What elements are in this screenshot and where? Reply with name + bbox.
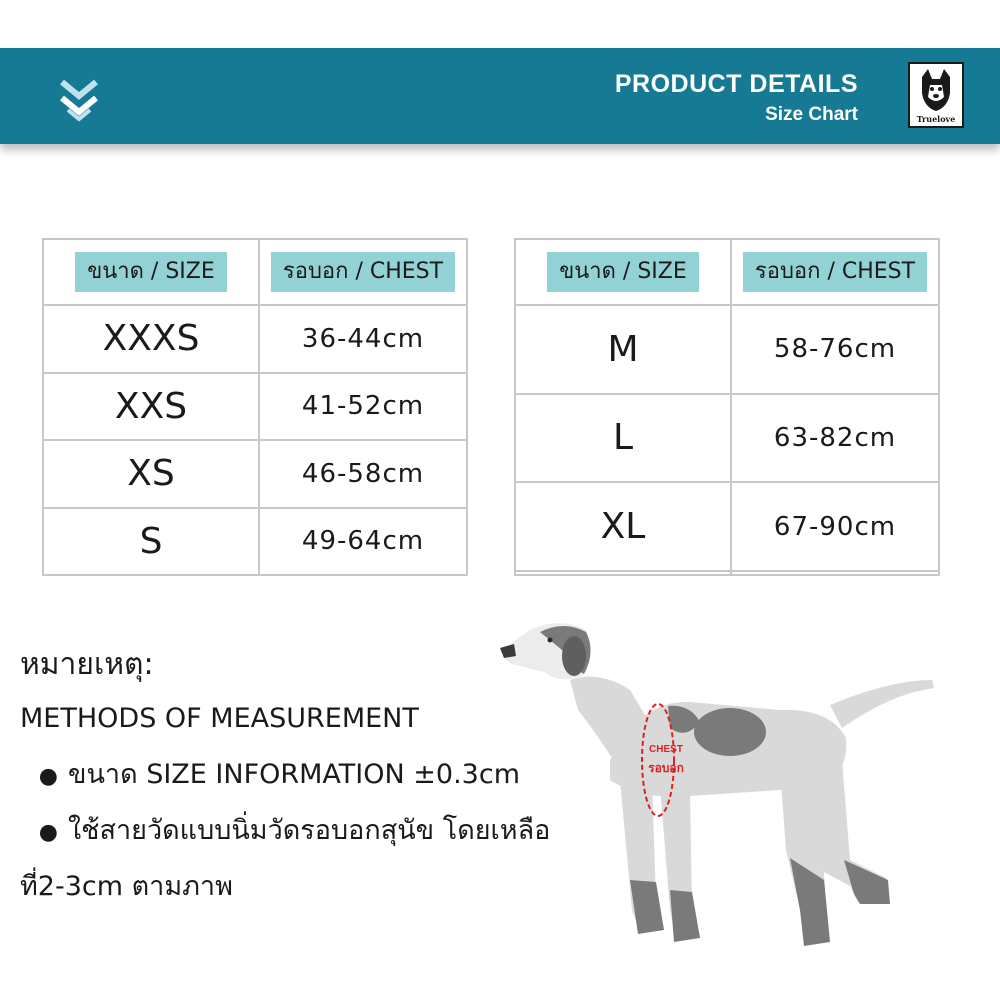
size-cell: L: [515, 394, 731, 483]
size-table-left: [42, 238, 468, 576]
header-cell-chest: [259, 239, 467, 305]
chest-cell: 67-90cm: [731, 482, 939, 571]
column-header-chest: รอบอก / CHEST: [271, 252, 455, 292]
header-cell-size: [515, 239, 731, 305]
table-header-row: [43, 239, 467, 305]
header-cell-chest: [731, 239, 939, 305]
brand-logo: [908, 62, 964, 128]
table-row: [515, 394, 939, 483]
chest-cell: 36-44cm: [259, 305, 467, 373]
size-cell: M: [515, 305, 731, 394]
methods-heading: METHODS OF MEASUREMENT: [20, 703, 419, 734]
chest-label-en: CHEST: [649, 744, 683, 755]
table-row: [43, 373, 467, 441]
bullet-icon: ●: [38, 820, 58, 845]
bullet-text: ขนาด SIZE INFORMATION ±0.3cm: [68, 759, 520, 790]
chest-cell: 49-64cm: [259, 508, 467, 576]
table-row: [515, 482, 939, 571]
double-chevron-down-icon: [58, 76, 100, 122]
size-cell: XS: [43, 440, 259, 508]
chest-cell: 63-82cm: [731, 394, 939, 483]
size-cell: [515, 571, 731, 575]
dog-measurement-illustration: [490, 610, 950, 960]
column-header-chest: รอบอก / CHEST: [743, 252, 927, 292]
size-cell: XXS: [43, 373, 259, 441]
table-row: [43, 305, 467, 373]
bullet-text: ใช้สายวัดแบบนิ่มวัดรอบอกสุนัข โดยเหลือ: [68, 815, 551, 846]
size-cell: XXXS: [43, 305, 259, 373]
header-banner: [0, 48, 1000, 144]
chest-cell: 58-76cm: [731, 305, 939, 394]
page-title: PRODUCT DETAILS: [614, 70, 858, 98]
bullet-icon: ●: [38, 764, 58, 789]
header-cell-size: [43, 239, 259, 305]
page-subtitle: Size Chart: [765, 104, 858, 125]
size-cell: XL: [515, 482, 731, 571]
notes-continuation: ที่2-3cm ตามภาพ: [20, 871, 233, 902]
column-header-size: ขนาด / SIZE: [547, 252, 699, 292]
brand-label: Truelove: [916, 114, 956, 124]
chest-cell: 41-52cm: [259, 373, 467, 441]
size-cell: S: [43, 508, 259, 576]
notes-title: หมายเหตุ:: [20, 647, 154, 682]
chest-label-th: รอบอก: [648, 761, 684, 775]
table-header-row: [515, 239, 939, 305]
table-row: [515, 305, 939, 394]
size-table-right: [514, 238, 940, 576]
chest-cell: 46-58cm: [259, 440, 467, 508]
dog-logo-icon: [914, 67, 958, 113]
chest-cell: [731, 571, 939, 575]
table-row: [515, 571, 939, 575]
table-row: [43, 440, 467, 508]
column-header-size: ขนาด / SIZE: [75, 252, 227, 292]
table-row: [43, 508, 467, 576]
